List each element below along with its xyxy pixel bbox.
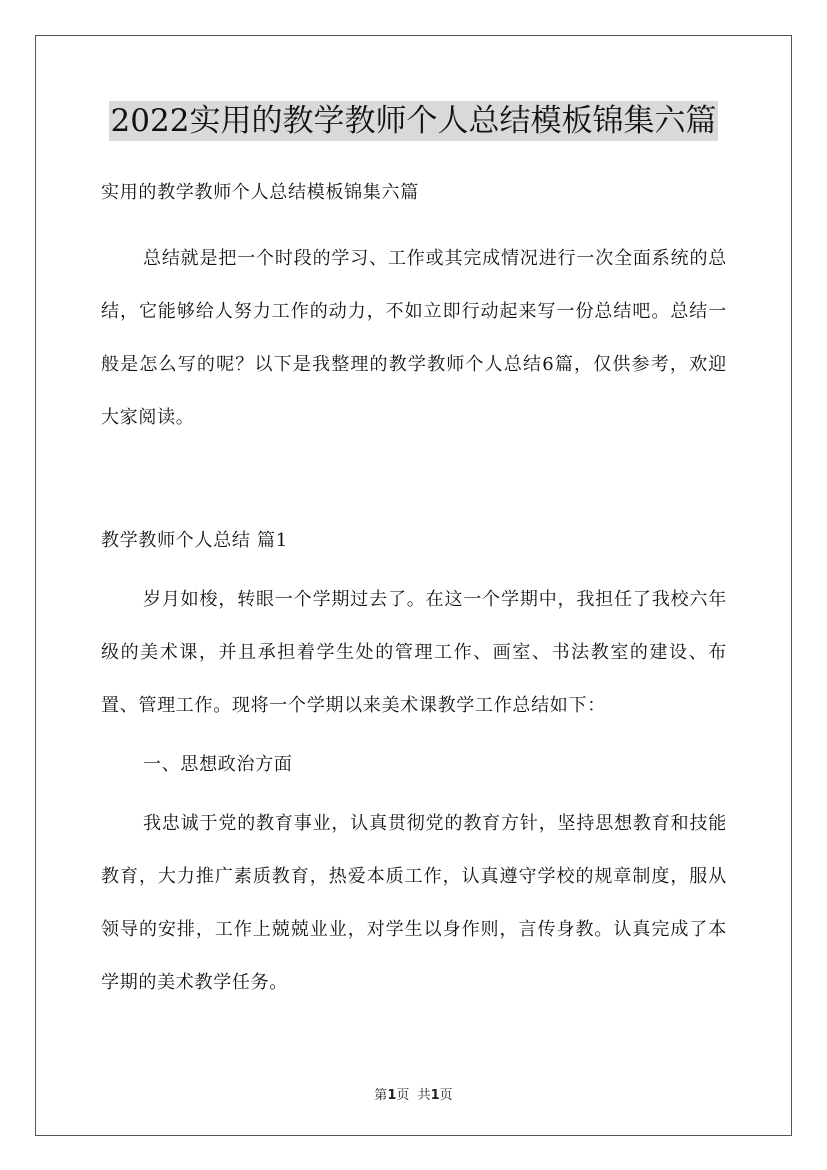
document-body — [101, 176, 727, 1009]
footer-prefix: 第 — [374, 1088, 388, 1103]
section-heading: 教学教师个人总结 篇1 — [101, 530, 288, 551]
sub-heading: 一、思想政治方面 — [143, 754, 293, 775]
intro-paragraph: 总结就是把一个时段的学习、工作或其完成情况进行一次全面系统的总结，它能够给人努力工作的动力，不如立即行动起来写一份总结吧。总结一般是怎么写的呢？以下是我整理的教学教师个人总结6篇，仅供参考，欢迎大家阅读。 — [101, 248, 727, 428]
title-container — [0, 101, 827, 141]
document-subtitle: 实用的教学教师个人总结模板锦集六篇 — [101, 182, 419, 203]
footer-middle: 页 共 — [396, 1088, 431, 1103]
footer-page-number: 1 — [387, 1088, 397, 1103]
section-paragraph: 岁月如梭，转眼一个学期过去了。在这一个学期中，我担任了我校六年级的美术课，并且承担着学生处的管理工作、画室、书法教室的建设、布置、管理工作。现将一个学期以来美术课教学工作总结如下： — [101, 589, 727, 716]
page-footer — [0, 1084, 827, 1103]
footer-suffix: 页 — [439, 1088, 453, 1103]
sub-paragraph: 我忠诚于党的教育事业，认真贯彻党的教育方针，坚持思想教育和技能教育，大力推广素质教育，热爱本质工作，认真遵守学校的规章制度，服从领导的安排，工作上兢兢业业，对学生以身作则，言传身教。认真完成了本学期的美术教学任务。 — [101, 813, 727, 993]
document-title: 2022实用的教学教师个人总结模板锦集六篇 — [110, 103, 717, 139]
footer-total-pages: 1 — [430, 1088, 440, 1103]
